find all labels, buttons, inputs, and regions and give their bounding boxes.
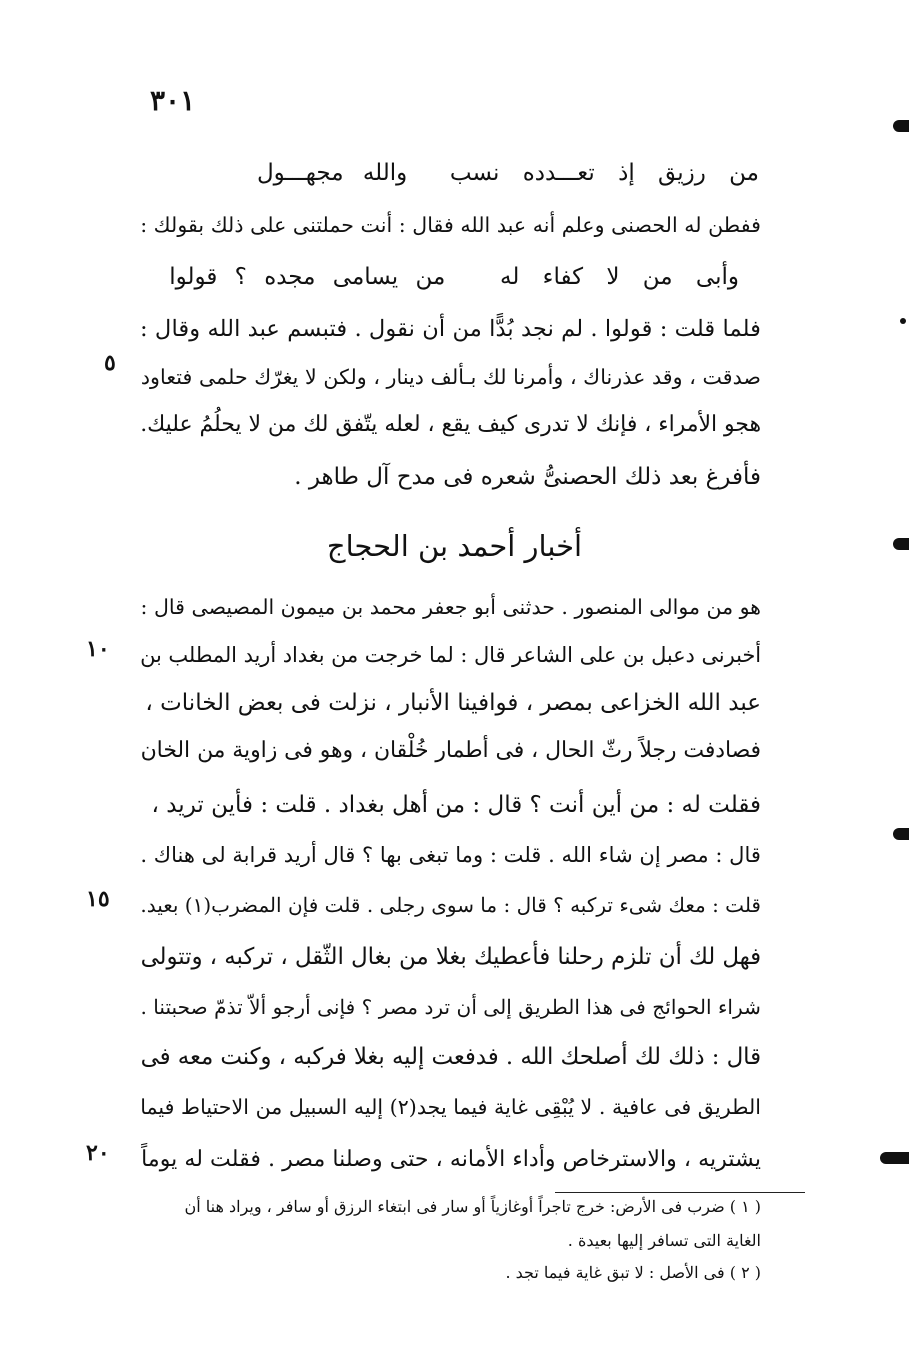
text-line: الطريق فى عافية . لا يُبْقِى غاية فيما يجد(٢) إليه السبيل من الاحتياط فيما: [140, 1095, 761, 1119]
text-line: عبد الله الخزاعى بمصر ، فوافينا الأنبار ، نزلت فى بعض الخانات ،: [145, 690, 761, 716]
scan-edge-mark: [880, 1152, 909, 1164]
verse-1-second-hemistich: والله مجهـــول: [256, 160, 408, 186]
text-line: قال : ذلك لك أصلحك الله . فدفعت إليه بغلا فركبه ، وكنت معه فى: [140, 1044, 761, 1070]
scan-edge-mark: [893, 120, 909, 132]
verse-1-first-hemistich: من رزيق إذ تعـــدده نسب: [449, 160, 759, 186]
footnote-divider: [555, 1192, 805, 1193]
text-line: شراء الحوائج فى هذا الطريق إلى أن ترد مصر ؟ فإنى أرجو ألاّ تذمّ صحبتنا .: [140, 995, 761, 1019]
section-title: أخبار أحمد بن الحجاج: [326, 529, 583, 563]
footnote-1-continued: الغاية التى تسافر إليها بعيدة .: [567, 1231, 761, 1250]
scan-edge-mark: [893, 538, 909, 550]
verse-2-first-hemistich: وأبى من لا كفاء له: [499, 264, 739, 290]
scan-edge-dot: [900, 318, 906, 324]
verse-2-second-hemistich: من يسامى مجده ؟ قولوا: [169, 264, 446, 290]
text-line: ففطن له الحصنى وعلم أنه عبد الله فقال : أنت حملتنى على ذلك بقولك :: [140, 213, 761, 237]
verse-line-2: [169, 262, 739, 292]
text-line: يشتريه ، والاسترخاص وأداء الأمانه ، حتى وصلنا مصر . فقلت له يوماً: [141, 1146, 761, 1172]
line-number-5: ٥: [104, 350, 116, 376]
text-line: أخبرنى دعبل بن على الشاعر قال : لما خرجت من بغداد أريد المطلب بن: [140, 643, 761, 667]
text-line: قلت : معك شىء تركبه ؟ قال : ما سوى رجلى . قلت فإن المضرب(١) بعيد.: [140, 893, 761, 917]
text-line: فقلت له : من أين أنت ؟ قال : من أهل بغداد . قلت : فأين تريد ،: [151, 792, 761, 818]
line-number-20: ٢٠: [86, 1140, 110, 1166]
text-line: فصادفت رجلاً رثّ الحال ، فى أطمار خُلْقان ، وهو فى زاوية من الخان: [140, 738, 761, 763]
text-line: فأفرغ بعد ذلك الحصنىُّ شعره فى مدح آل طاهر .: [294, 464, 761, 490]
text-line: هجو الأمراء ، فإنك لا تدرى كيف يقع ، لعله يتّفق لك من لا يحلُمُ عليك.: [140, 412, 761, 437]
scan-edge-mark: [893, 828, 909, 840]
text-line: فلما قلت : قولوا . لم نجد بُدًّا من أن نقول . فتبسم عبد الله وقال :: [140, 316, 761, 342]
footnote-1: ( ١ ) ضرب فى الأرض: خرج تاجراً أوغازياً أو سار فى ابتغاء الرزق أو سافر ، ويراد هنا أن: [184, 1197, 761, 1216]
text-line: صدقت ، وقد عذرناك ، وأمرنا لك بـألف دينار ، ولكن لا يغرّك حلمى فتعاود: [140, 365, 761, 389]
verse-line-1: [257, 158, 759, 188]
text-line: قال : مصر إن شاء الله . قلت : وما تبغى بها ؟ قال أريد قرابة لى هناك .: [140, 842, 761, 867]
footnote-2: ( ٢ ) فى الأصل : لا تبق غاية فيما تجد .: [505, 1263, 761, 1282]
page-number: ٣٠١: [150, 84, 196, 117]
text-line: فهل لك أن تلزم رحلنا فأعطيك بغلا من بغال الثّقل ، تركبه ، وتتولى: [140, 944, 761, 970]
text-line: هو من موالى المنصور . حدثنى أبو جعفر محمد بن ميمون المصيصى قال :: [140, 595, 761, 619]
line-number-10: ١٠: [86, 636, 110, 662]
line-number-15: ١٥: [86, 886, 110, 912]
